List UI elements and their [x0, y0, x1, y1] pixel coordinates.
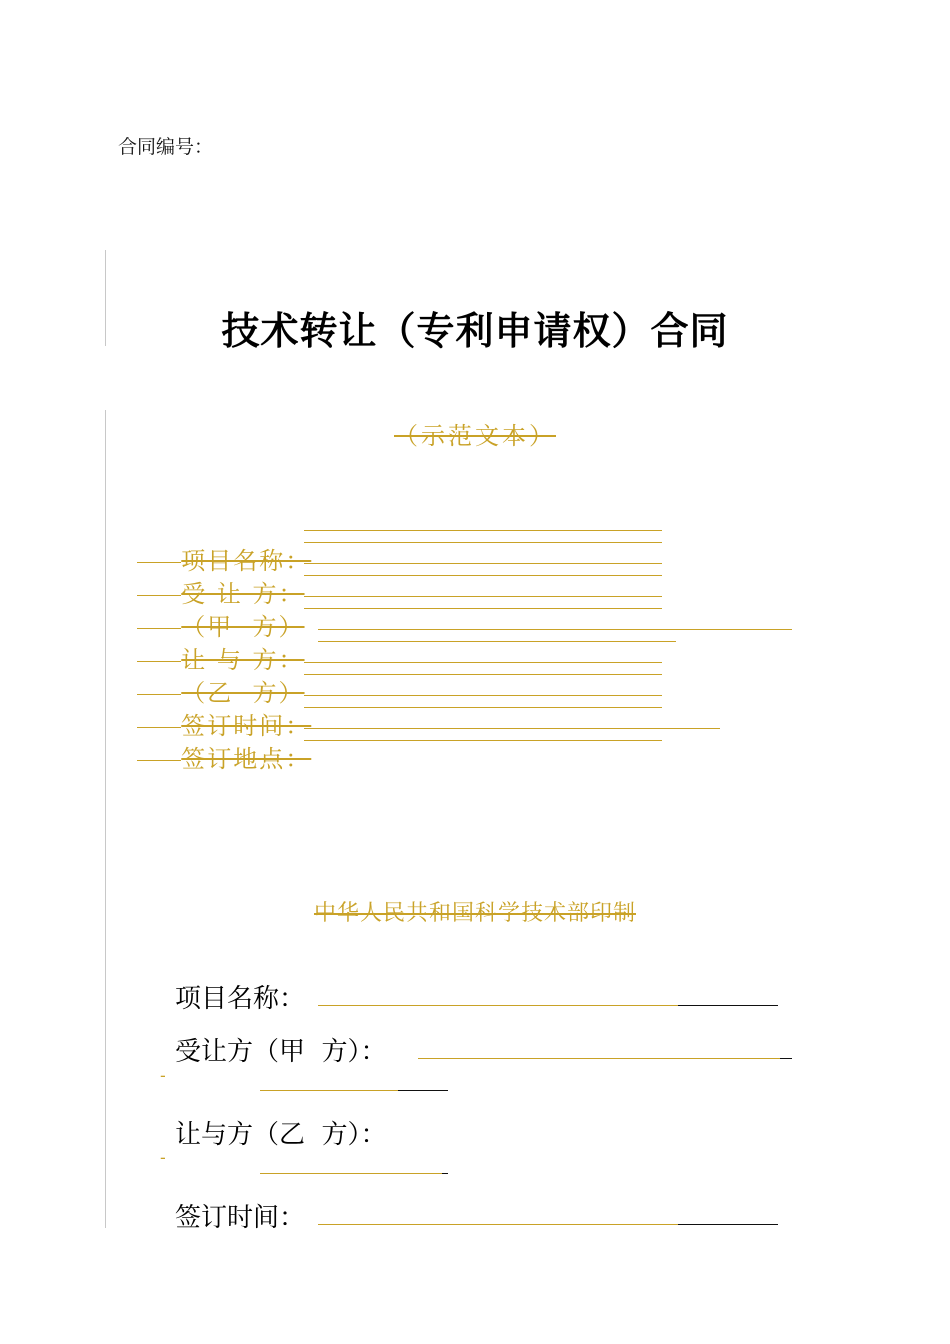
fill-line[interactable]: [318, 641, 676, 642]
fill-line[interactable]: [318, 1224, 678, 1225]
fill-line[interactable]: [418, 1058, 780, 1059]
field-label: 受 让 方：: [181, 580, 305, 608]
form-label-project-name: 项目名称：: [175, 984, 306, 1014]
form-label-buyer: 受让方（甲 方）：: [175, 1037, 387, 1067]
fill-line[interactable]: [304, 596, 662, 597]
contract-number-label: 合同编号：: [118, 136, 214, 158]
form-label-seller: 让与方（乙 方）：: [175, 1120, 387, 1150]
fill-line[interactable]: [318, 629, 792, 630]
fill-line[interactable]: [780, 1058, 792, 1059]
revision-mark: -: [160, 1148, 166, 1167]
fill-line[interactable]: [678, 1224, 778, 1225]
fill-line[interactable]: [304, 695, 662, 696]
fill-line[interactable]: [304, 662, 662, 663]
field-label: 签订地点：: [181, 745, 312, 773]
fill-line[interactable]: [304, 674, 662, 675]
form-label-sign-time: 签订时间：: [175, 1203, 306, 1233]
field-label: 签订时间：: [181, 712, 312, 740]
fill-line[interactable]: [304, 542, 662, 543]
revision-mark: -: [160, 1066, 166, 1085]
fill-line[interactable]: [304, 707, 662, 708]
field-label: 让 与 方：: [181, 646, 305, 674]
fill-line[interactable]: [260, 1090, 398, 1091]
fill-line[interactable]: [304, 530, 662, 531]
fill-line[interactable]: [304, 563, 662, 564]
fill-line[interactable]: [304, 608, 662, 609]
fill-line[interactable]: [304, 728, 720, 729]
margin-bar: [105, 410, 106, 1228]
field-label: （乙 方）: [181, 679, 305, 707]
fill-line[interactable]: [260, 1173, 442, 1174]
subtitle: （示范文本）: [394, 422, 556, 450]
fill-line[interactable]: [318, 1005, 678, 1006]
printer-line: 中华人民共和国科学技术部印制: [313, 901, 636, 926]
fill-line[interactable]: [442, 1173, 448, 1174]
cover-field-sign-place: [118, 711, 311, 774]
field-label: （甲 方）: [181, 613, 305, 641]
fill-line[interactable]: [678, 1005, 778, 1006]
document-title: 技术转让（专利申请权）合同: [221, 309, 729, 353]
field-label: 项目名称：: [181, 547, 312, 575]
fill-line[interactable]: [304, 740, 662, 741]
fill-line[interactable]: [398, 1090, 448, 1091]
fill-line[interactable]: [304, 575, 662, 576]
leader-line: [137, 760, 181, 761]
